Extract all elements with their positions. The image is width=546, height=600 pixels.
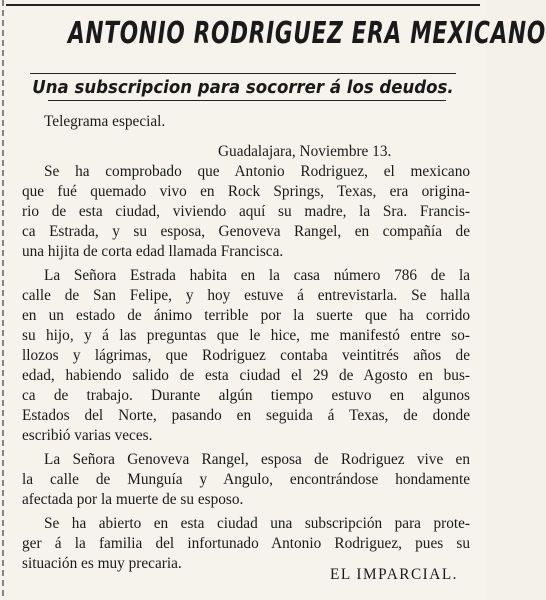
signature: EL IMPARCIAL.: [329, 566, 458, 583]
text-line: La Señora Estrada habita en la casa número 786 de la: [44, 267, 470, 284]
text-line: ger á la familia del infortunado Antonio Rodriguez, pues su: [22, 535, 470, 552]
text-line: que fué quemado vivo en Rock Springs, Texas, era origina-: [22, 183, 470, 200]
torn-edge: [2, 0, 4, 600]
top-rule: [6, 4, 480, 6]
text-line: Estados del Norte, pasando en seguida á Texas, de donde: [22, 407, 470, 424]
paragraph-2: [22, 266, 470, 446]
text-line: la calle de Munguía y Angulo, encontrándose hondamente: [22, 471, 470, 488]
text-line: ca Estrada, y su esposa, Genoveva Rangel, en compañía de: [22, 223, 470, 240]
subheadline-rule: [48, 100, 446, 101]
text-line: edad, habiendo salido de esta ciudad el 29 de Agosto en bus-: [22, 367, 470, 384]
text-line: en un estado de ánimo terrible por la suerte que ha corrido: [22, 307, 470, 324]
text-line: afectada por la muerte de su esposo.: [22, 491, 244, 508]
subheadline: Una subscripcion para socorrer á los deudos.: [32, 77, 454, 98]
text-line: ca de trabajo. Durante algún tiempo estuvo en algunos: [22, 387, 470, 404]
text-line: escribió varias veces.: [22, 427, 153, 444]
text-line: una hijita de corta edad llamada Francisca.: [22, 243, 284, 260]
text-line: rio de esta ciudad, viviendo aquí su madre, la Sra. Francis-: [22, 203, 470, 220]
text-line: llozos y lágrimas, que Rodriguez contaba veintitrés años de: [22, 347, 470, 364]
article-body: [22, 112, 470, 574]
text-line: La Señora Genoveva Rangel, esposa de Rodriguez vive en: [44, 451, 470, 468]
paragraph-3: [22, 450, 470, 510]
text-line: calle de San Felipe, y hoy estuve á entrevistarla. Se halla: [22, 287, 470, 304]
text-line: Se ha comprobado que Antonio Rodriguez, el mexicano: [44, 163, 470, 180]
wire-line: Telegrama especial.: [44, 113, 166, 130]
dateline: Guadalajara, Noviembre 13.: [218, 143, 392, 160]
text-line: Se ha abierto en esta ciudad una subscripción para prote-: [44, 515, 470, 532]
headline-rule: [30, 73, 456, 74]
paragraph-1: [22, 162, 470, 262]
paragraph-4: [22, 514, 470, 574]
text-line: su hijo, y á las preguntas que le hice, me manifestó entre so-: [22, 327, 470, 344]
headline: ANTONIO RODRIGUEZ ERA MEXICANO: [68, 16, 546, 51]
text-line: situación es muy precaria.: [22, 555, 182, 572]
